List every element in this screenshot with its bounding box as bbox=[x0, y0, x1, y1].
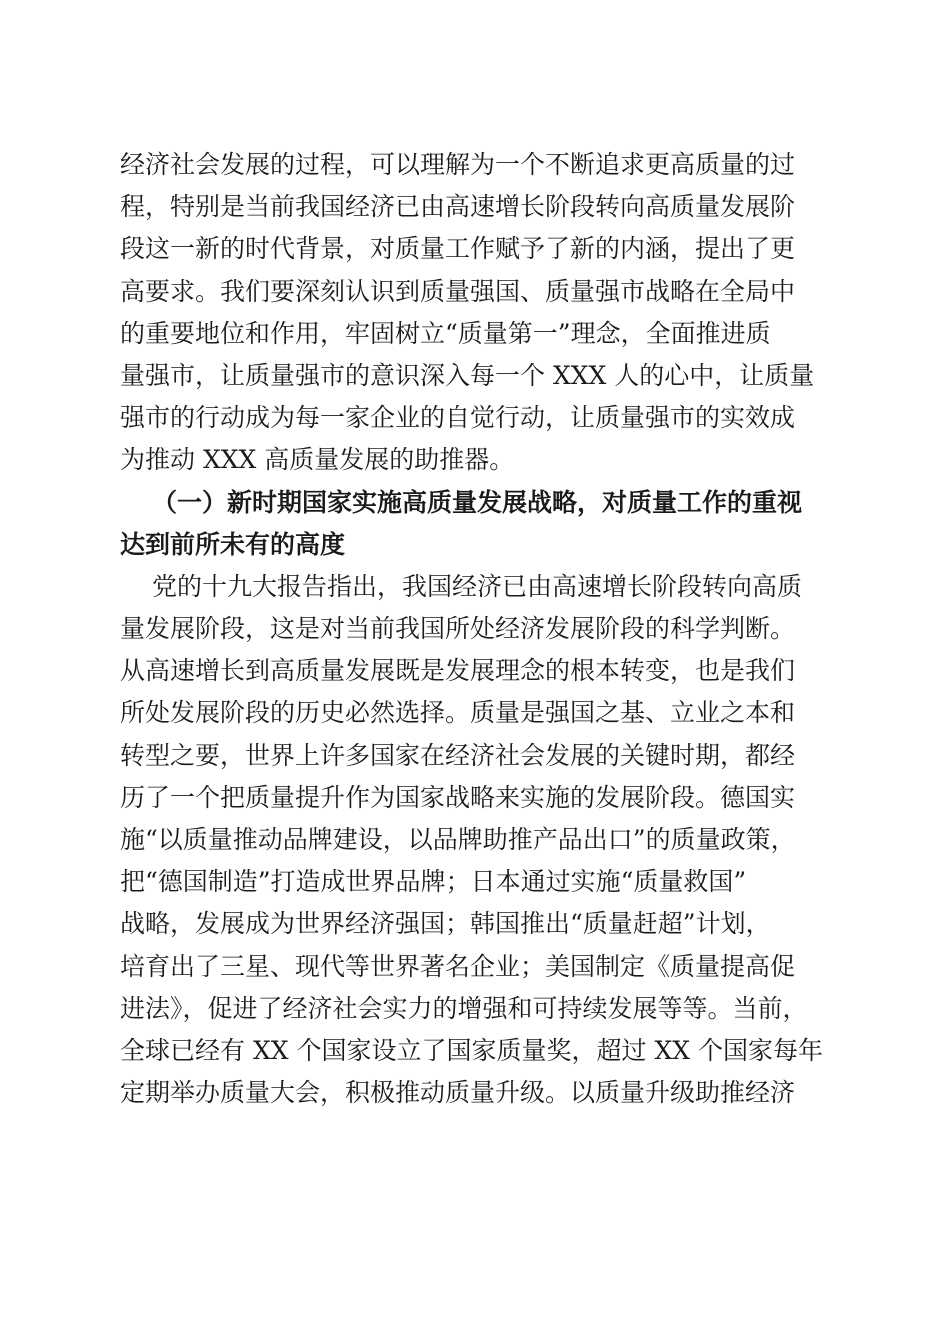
heading-line: 达到前所未有的高度 bbox=[120, 529, 346, 559]
text-line: 党的十九大报告指出，我国经济已由高速增长阶段转向高质 bbox=[152, 571, 803, 601]
text-line: 历了一个把质量提升作为国家战略来实施的发展阶段。德国实 bbox=[120, 782, 796, 812]
text-line: 全球已经有 XX 个国家设立了国家质量奖，超过 XX 个国家每年 bbox=[120, 1035, 823, 1065]
text-line: 为推动 XXX 高质量发展的助推器。 bbox=[120, 445, 515, 475]
text-line: 的重要地位和作用，牢固树立“质量第一”理念，全面推进质 bbox=[120, 318, 771, 348]
text-line: 进法》，促进了经济社会实力的增强和可持续发展等等。当前， bbox=[120, 993, 808, 1023]
text-line: 定期举办质量大会，积极推动质量升级。以质量升级助推经济 bbox=[120, 1078, 796, 1108]
heading-line: （一）新时期国家实施高质量发展战略，对质量工作的重视 bbox=[152, 487, 803, 517]
text-line: 转型之要，世界上许多国家在经济社会发展的关键时期，都经 bbox=[120, 740, 796, 770]
section-heading bbox=[120, 482, 840, 566]
paragraph-body bbox=[120, 566, 840, 1114]
text-line: 把“德国制造”打造成世界品牌；日本通过实施“质量救国” bbox=[120, 867, 747, 897]
text-line: 从高速增长到高质量发展既是发展理念的根本转变，也是我们 bbox=[120, 656, 796, 686]
text-line: 段这一新的时代背景，对质量工作赋予了新的内涵，提出了更 bbox=[120, 234, 796, 264]
text-line: 所处发展阶段的历史必然选择。质量是强国之基、立业之本和 bbox=[120, 698, 796, 728]
text-line: 经济社会发展的过程，可以理解为一个不断追求更高质量的过 bbox=[120, 150, 796, 179]
text-line: 量强市，让质量强市的意识深入每一个 XXX 人的心中，让质量 bbox=[120, 360, 815, 390]
document-body bbox=[120, 144, 840, 1114]
text-line: 施“以质量推动品牌建设，以品牌助推产品出口”的质量政策， bbox=[120, 825, 796, 854]
text-line: 战略，发展成为世界经济强国；韩国推出“质量赶超”计划， bbox=[120, 909, 771, 939]
text-line: 培育出了三星、现代等世界著名企业；美国制定《质量提高促 bbox=[120, 951, 796, 981]
paragraph-intro bbox=[120, 144, 840, 482]
text-line: 强市的行动成为每一家企业的自觉行动，让质量强市的实效成 bbox=[120, 403, 796, 433]
text-line: 量发展阶段，这是对当前我国所处经济发展阶段的科学判断。 bbox=[120, 614, 796, 644]
text-line: 高要求。我们要深刻认识到质量强国、质量强市战略在全局中 bbox=[120, 276, 796, 306]
text-line: 程，特别是当前我国经济已由高速增长阶段转向高质量发展阶 bbox=[120, 192, 796, 222]
